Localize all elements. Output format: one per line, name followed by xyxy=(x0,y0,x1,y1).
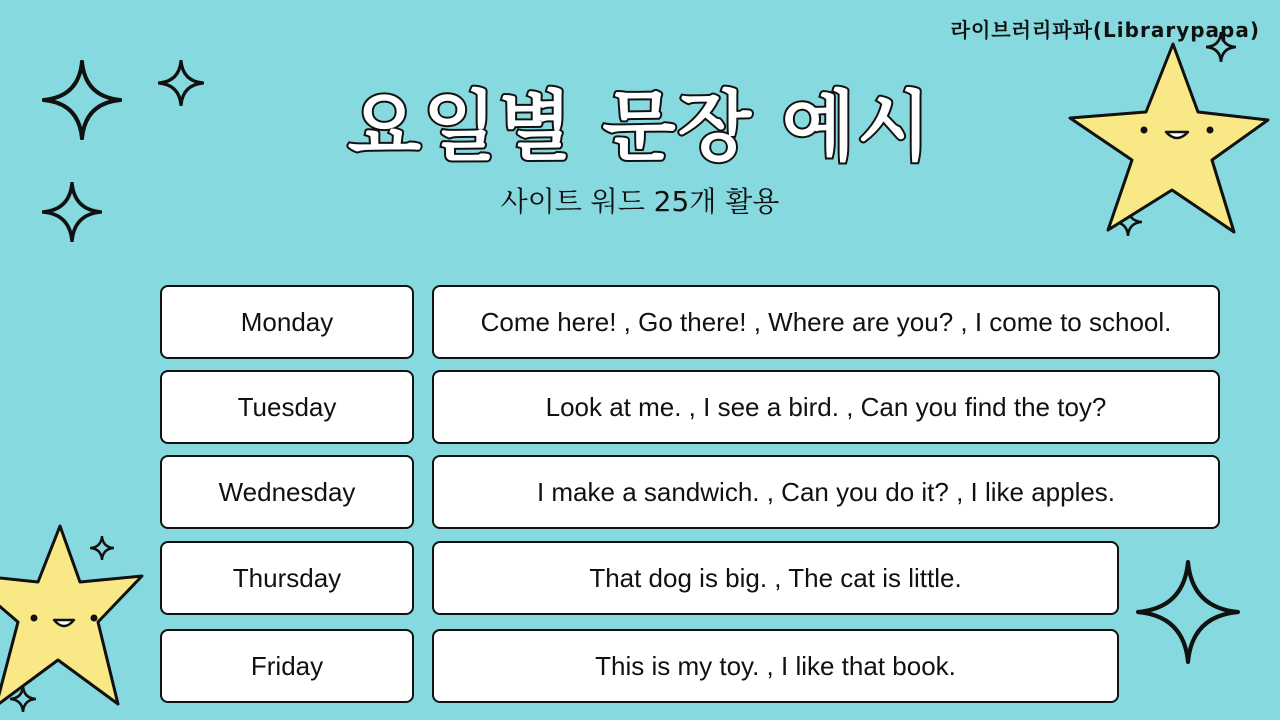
smiling-star-icon xyxy=(1066,40,1272,238)
page-subtitle: 사이트 워드 25개 활용 xyxy=(500,185,780,218)
sparkle-icon xyxy=(158,60,204,106)
sparkle-icon xyxy=(42,60,122,140)
day-label-wednesday: Wednesday xyxy=(160,455,414,529)
sentence-friday: This is my toy. , I like that book. xyxy=(432,629,1119,703)
smiling-star-icon xyxy=(0,522,146,712)
day-label-tuesday: Tuesday xyxy=(160,370,414,444)
sentence-tuesday: Look at me. , I see a bird. , Can you find the toy? xyxy=(432,370,1220,444)
page-title: 요일별 문장 예시 xyxy=(347,82,933,171)
sentence-monday: Come here! , Go there! , Where are you? , I come to school. xyxy=(432,285,1220,359)
brand-label: 라이브러리파파(Librarypapa) xyxy=(950,18,1260,42)
sentence-thursday: That dog is big. , The cat is little. xyxy=(432,541,1119,615)
sparkle-icon xyxy=(42,182,102,242)
day-label-friday: Friday xyxy=(160,629,414,703)
day-label-monday: Monday xyxy=(160,285,414,359)
sentence-wednesday: I make a sandwich. , Can you do it? , I like apples. xyxy=(432,455,1220,529)
day-label-thursday: Thursday xyxy=(160,541,414,615)
sparkle-icon xyxy=(1136,560,1240,664)
